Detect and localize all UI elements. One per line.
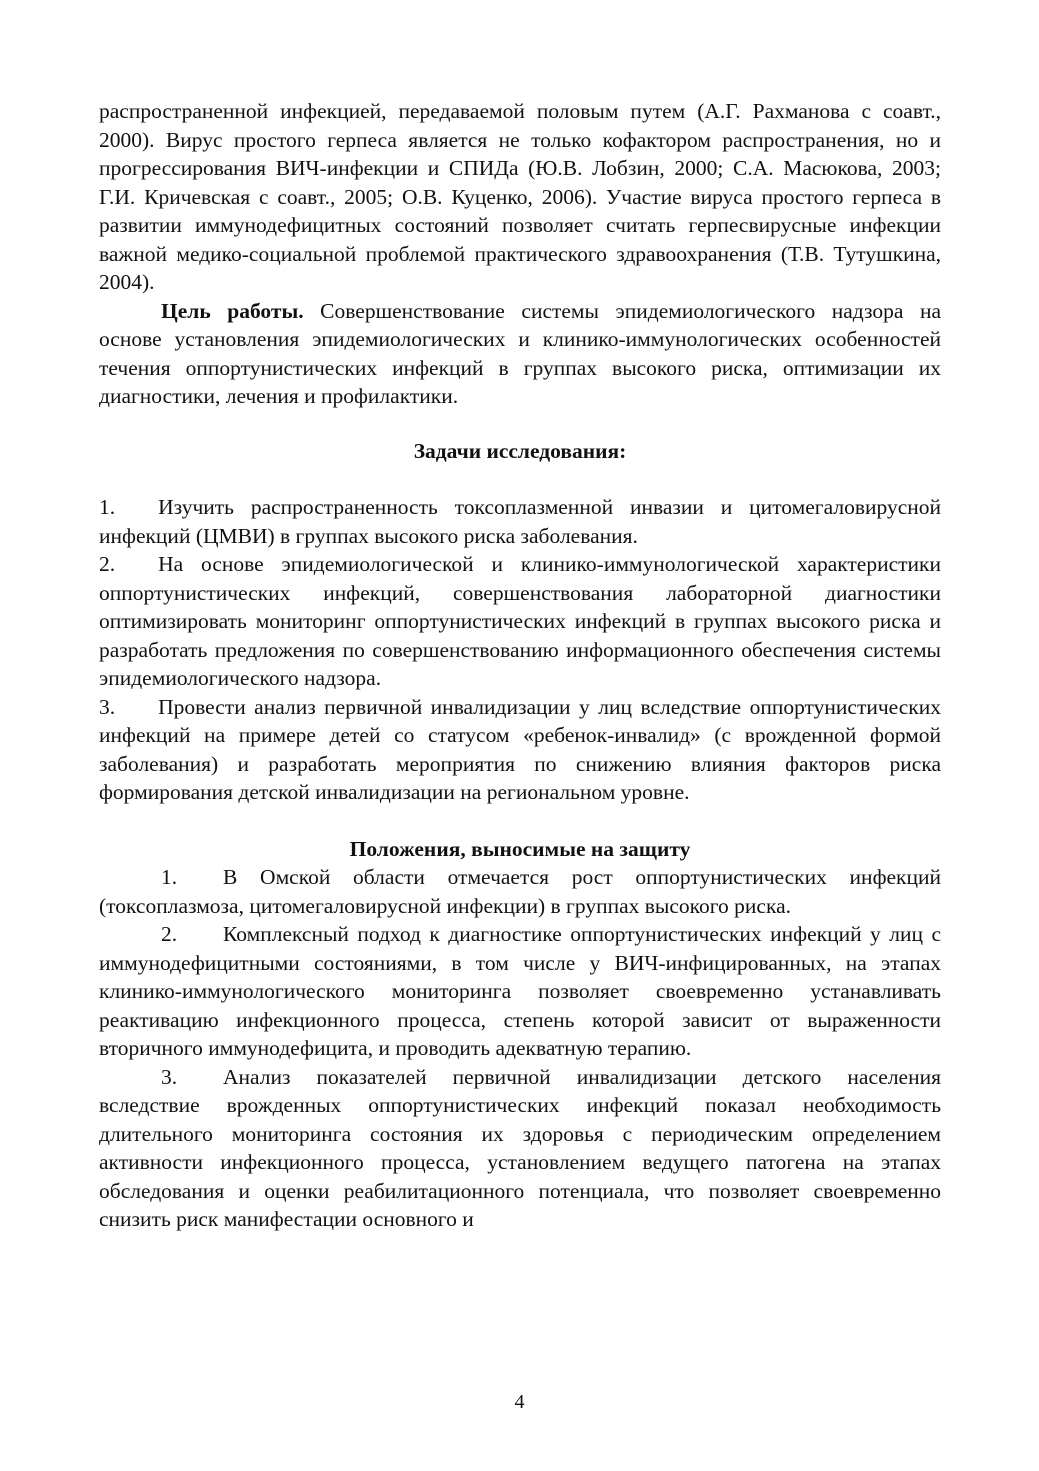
tasks-list xyxy=(99,493,941,807)
task-item: 3. Провести анализ первичной инвалидизации у лиц вследствие оппортунистических инфекций на примере детей со статусом «ребенок-инвалид» (с врожденной формой заболевания) и разработать мероприятия по снижению влияния факторов риска формирования детской инвалидизации на региональном уровне. xyxy=(99,694,941,804)
thesis-item xyxy=(99,863,941,920)
goal-label: Цель работы. xyxy=(161,298,304,323)
theses-heading: Положения, выносимые на защиту xyxy=(349,836,691,861)
thesis-number: 3. xyxy=(161,1064,178,1089)
thesis-number: 1. xyxy=(161,865,178,889)
document-page xyxy=(99,97,941,1234)
task-item: 1. Изучить распространенность токсоплазменной инвазии и цитомегаловирусной инфекций (ЦМВИ) в группах высокого риска заболевания. xyxy=(99,495,941,548)
task-item: 2. На основе эпидемиологической и клинико-иммунологической характеристики оппортунистических инфекций, совершенствования лабораторной диагностики оптимизировать мониторинг оппортунистических инфекций в группах высокого риска и разработать предложения по совершенствованию информационного обеспечения системы эпидемиологического надзора. xyxy=(99,552,941,690)
thesis-number: 2. xyxy=(161,922,178,946)
page-number: 4 xyxy=(514,1391,525,1413)
thesis-text: Комплексный подход к диагностике оппортунистических инфекций у лиц с иммунодефицитными состояниями, в том числе у ВИЧ-инфицированных, на этапах клинико-иммунологического мониторинга позволяет своевременно устанавливать реактивацию инфекционного процесса, степень которой зависит от выраженности вторичного иммунодефицита, и проводить адекватную терапию. xyxy=(99,922,941,1060)
goal-paragraph xyxy=(99,297,941,411)
thesis-text: В Омской области отмечается рост оппортунистических инфекций (токсоплазмоза, цитомегаловирусной инфекции) в группах высокого риска. xyxy=(99,865,941,918)
intro-paragraph: распространенной инфекцией, передаваемой половым путем (А.Г. Рахманова с соавт., 2000). Вирус простого герпеса является не только кофактором распространения, но и прогрессирования ВИЧ-инфекции и СПИДа (Ю.В. Лобзин, 2000; С.А. Масюкова, 2003; Г.И. Кричевская с соавт., 2005; О.В. Куценко, 2006). Участие вируса простого герпеса в развитии иммунодефицитных состояний позволяет считать герпесвирусные инфекции важной медико-социальной проблемой практического здравоохранения (Т.В. Тутушкина, 2004). xyxy=(99,99,941,294)
thesis-item xyxy=(99,920,941,1063)
goal-text: Совершенствование системы эпидемиологического надзора на основе установления эпидемиологических и клинико-иммунологических особенностей течения оппортунистических инфекций в группах высокого риска, оптимизации их диагностики, лечения и профилактики. xyxy=(99,298,942,408)
thesis-item xyxy=(99,1063,941,1234)
tasks-heading: Задачи исследования: xyxy=(413,438,627,463)
theses-list xyxy=(99,863,941,1234)
thesis-text: Анализ показателей первичной инвалидизации детского населения вследствие врожденных оппортунистических инфекций показал необходимость длительного мониторинга состояния их здоровья с периодическим определением активности инфекционного процесса, установлением ведущего патогена на этапах обследования и оценки реабилитационного потенциала, что позволяет своевременно снизить риск манифестации основного и xyxy=(99,1064,941,1231)
